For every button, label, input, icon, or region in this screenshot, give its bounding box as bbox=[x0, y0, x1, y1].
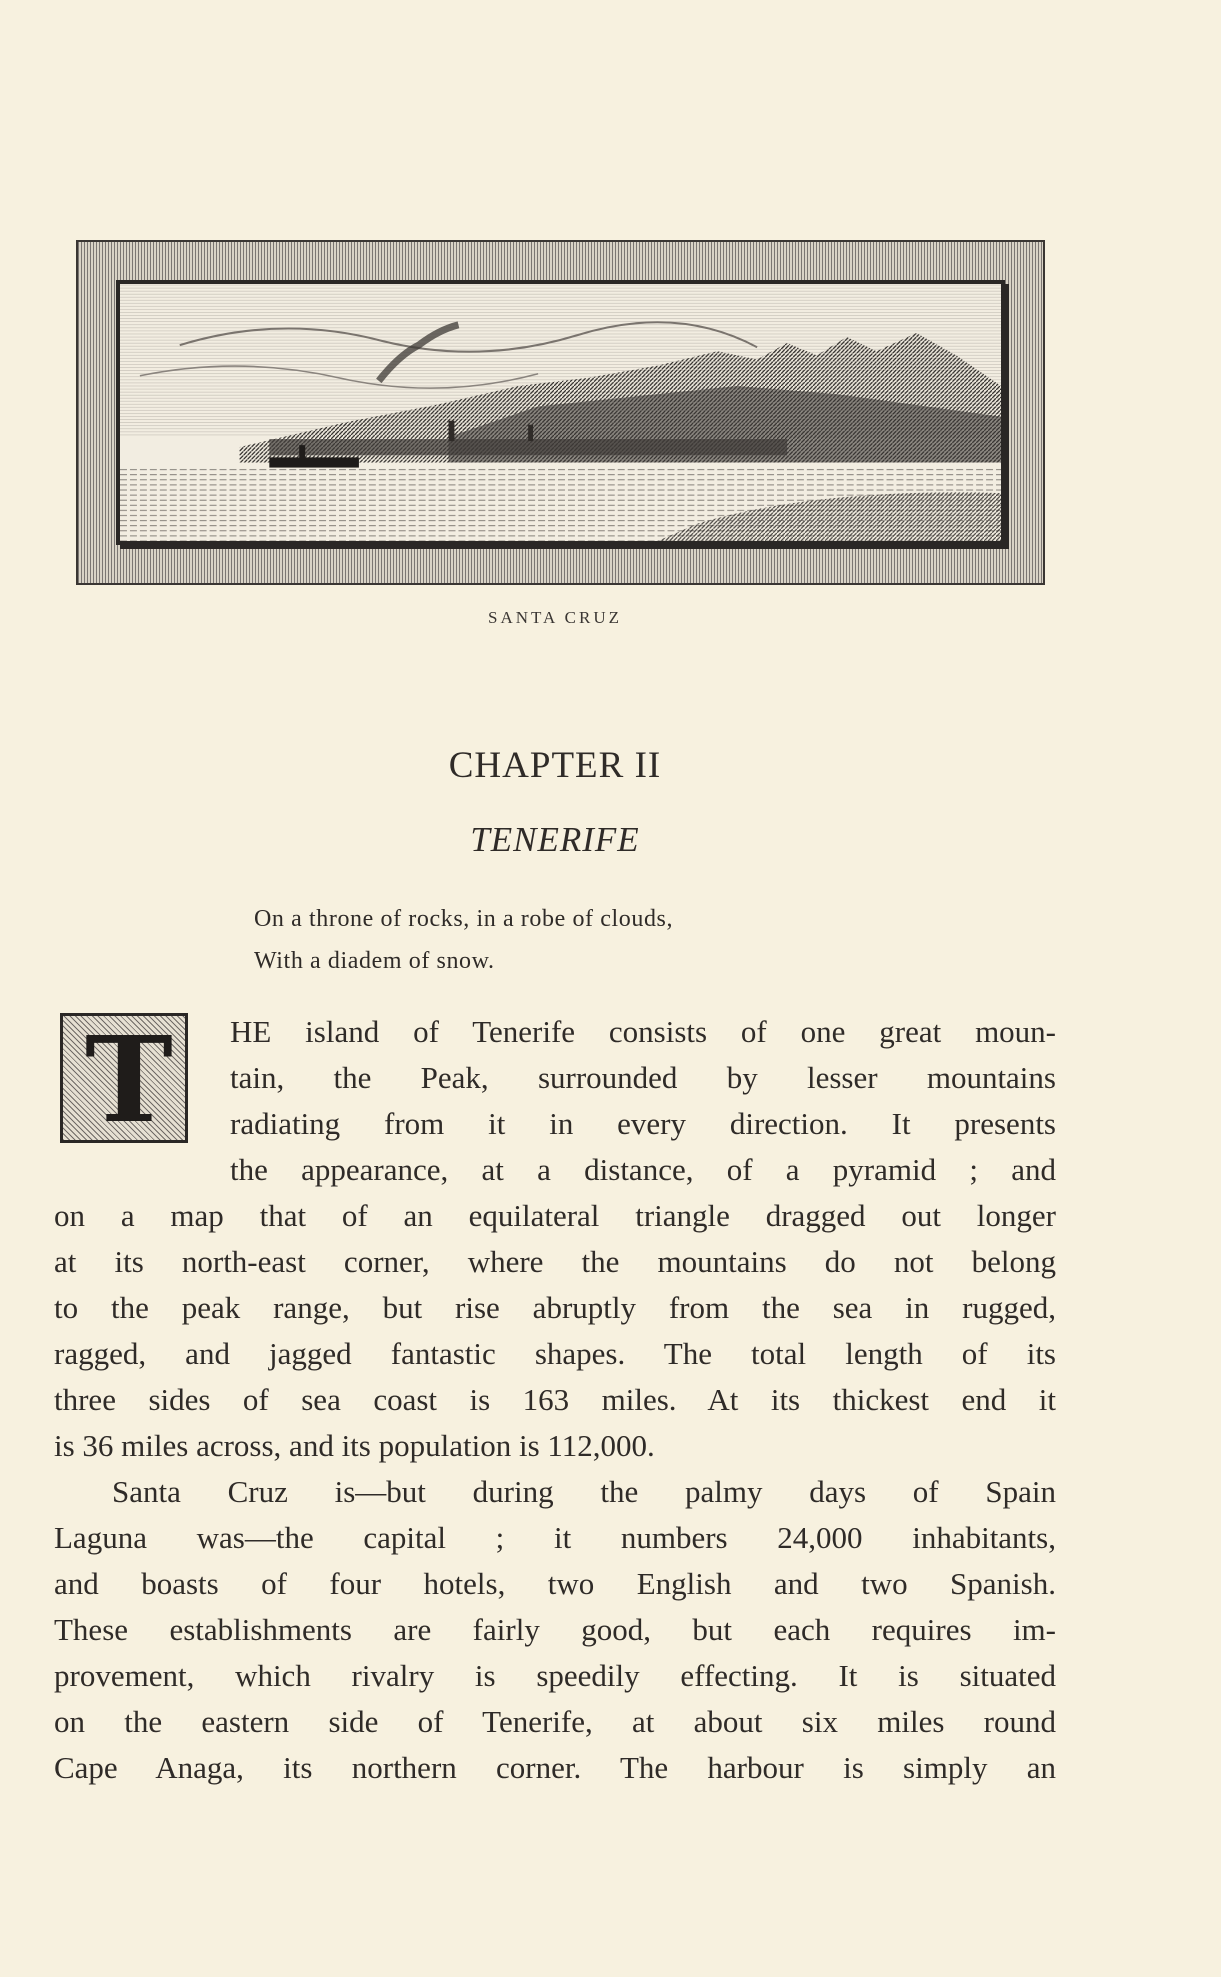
engraving-frame bbox=[76, 240, 1045, 585]
body-line: on the eastern side of Tenerife, at about six miles round bbox=[54, 1704, 1056, 1739]
harbour-landscape-image bbox=[120, 284, 1001, 541]
body-line: three sides of sea coast is 163 miles. At its thickest end it bbox=[54, 1382, 1056, 1417]
body-line: is 36 miles across, and its population is 112,000. bbox=[54, 1428, 655, 1463]
chapter-title: CHAPTER II bbox=[448, 745, 662, 786]
body-line: tain, the Peak, surrounded by lesser mountains bbox=[230, 1060, 1056, 1095]
body-text bbox=[54, 1009, 1056, 1791]
body-line: Cape Anaga, its northern corner. The harbour is simply an bbox=[54, 1750, 1056, 1785]
body-line: provement, which rivalry is speedily effecting. It is situated bbox=[54, 1658, 1056, 1693]
epigraph-line: On a throne of rocks, in a robe of clouds, bbox=[254, 906, 674, 932]
body-line: to the peak range, but rise abruptly from the sea in rugged, bbox=[54, 1290, 1056, 1325]
body-line: and boasts of four hotels, two English and two Spanish. bbox=[54, 1566, 1056, 1601]
drop-cap-letter: T bbox=[85, 1010, 173, 1149]
body-line: Laguna was—the capital ; it numbers 24,000 inhabitants, bbox=[54, 1520, 1056, 1555]
body-line: at its north-east corner, where the mountains do not belong bbox=[54, 1244, 1056, 1279]
body-line: Santa Cruz is—but during the palmy days of Spain bbox=[112, 1474, 1056, 1509]
epigraph-line: With a diadem of snow. bbox=[254, 948, 495, 974]
body-line: HE island of Tenerife consists of one great moun- bbox=[230, 1014, 1056, 1049]
chapter-subtitle: TENERIFE bbox=[470, 820, 640, 859]
body-line: on a map that of an equilateral triangle dragged out longer bbox=[54, 1198, 1056, 1233]
body-line: These establishments are fairly good, but each requires im- bbox=[54, 1612, 1056, 1647]
body-line: radiating from it in every direction. It presents bbox=[230, 1106, 1056, 1141]
illustration-caption: SANTA CRUZ bbox=[488, 608, 622, 627]
body-line: the appearance, at a distance, of a pyramid ; and bbox=[230, 1152, 1056, 1187]
santa-cruz-engraving bbox=[116, 280, 1005, 545]
epigraph bbox=[254, 898, 673, 982]
body-line: ragged, and jagged fantastic shapes. The total length of its bbox=[54, 1336, 1056, 1371]
